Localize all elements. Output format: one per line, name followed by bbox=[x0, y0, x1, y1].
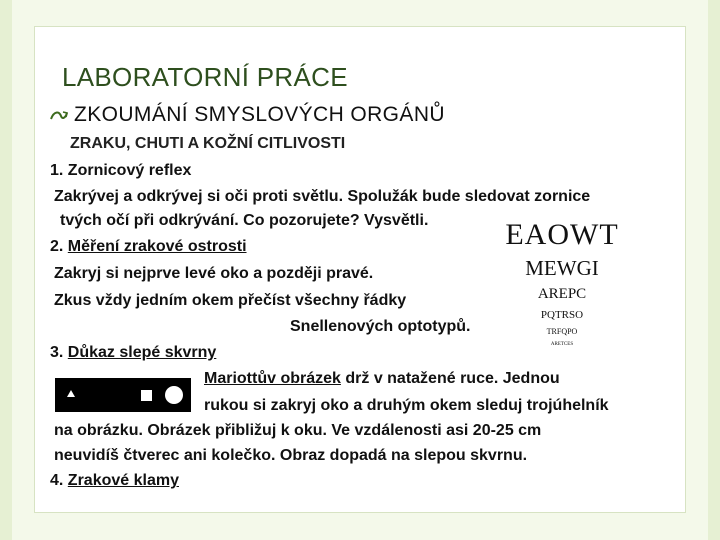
snellen-row-4: PQTRSO bbox=[540, 309, 584, 321]
section3-heading bbox=[50, 344, 216, 362]
section4-heading bbox=[50, 472, 179, 490]
section3-line4: neuvidíš čtverec ani kolečko. Obraz dopadá na slepou skvrnu. bbox=[54, 447, 528, 464]
section2-line2: Zkus vždy jedním okem přečíst všechny řádky bbox=[54, 292, 407, 309]
slide-title: LABORATORNÍ PRÁCE bbox=[62, 62, 348, 92]
blind-spot-figure bbox=[55, 378, 191, 412]
section1-line2: tvých očí při odkrývání. Co pozorujete? Vysvětli. bbox=[60, 212, 429, 229]
subtitle: ZKOUMÁNÍ SMYSLOVÝCH ORGÁNŮ bbox=[74, 103, 445, 126]
section2-link[interactable]: Měření zrakové ostrosti bbox=[67, 238, 247, 255]
snellen-row-5: TRFQPO bbox=[546, 327, 578, 336]
snellen-row-3: AREPC bbox=[537, 286, 587, 302]
section3-line1-rest: drž v natažené ruce. Jednou bbox=[340, 370, 560, 387]
square-mark bbox=[141, 390, 152, 401]
circle-mark bbox=[165, 386, 183, 404]
section3-line1 bbox=[204, 370, 560, 388]
section4-link[interactable]: Zrakové klamy bbox=[67, 472, 179, 489]
snellen-row-1: EAOWT bbox=[505, 218, 619, 251]
right-frame-bar bbox=[708, 0, 720, 540]
triangle-mark bbox=[67, 390, 75, 397]
subtitle-row bbox=[50, 100, 445, 130]
subtitle-continuation: ZRAKU, CHUTI A KOŽNÍ CITLIVOSTI bbox=[70, 135, 346, 152]
snellen-row-6: ARETCES bbox=[550, 342, 574, 347]
section2-line3: Snellenových optotypů. bbox=[290, 318, 471, 335]
snellen-chart bbox=[497, 218, 627, 356]
section4-number: 4. bbox=[50, 472, 68, 489]
section1-heading: 1. Zornicový reflex bbox=[50, 162, 192, 179]
section2-line1: Zakryj si nejprve levé oko a později pravé. bbox=[54, 265, 374, 282]
snellen-row-2: MEWGI bbox=[525, 256, 599, 280]
section2-number: 2. bbox=[50, 238, 68, 255]
mariotte-link[interactable]: Mariottův obrázek bbox=[204, 370, 341, 387]
section3-number: 3. bbox=[50, 344, 68, 361]
left-frame-bar bbox=[0, 0, 12, 540]
section1-line1: Zakrývej a odkrývej si oči proti světlu. Spolužák bude sledovat zornice bbox=[54, 188, 591, 205]
section2-heading bbox=[50, 238, 247, 256]
section3-link[interactable]: Důkaz slepé skvrny bbox=[67, 344, 217, 361]
section3-line2: rukou si zakryj oko a druhým okem sleduj trojúhelník bbox=[204, 397, 609, 414]
wave-bullet-icon bbox=[50, 107, 68, 123]
section3-line3: na obrázku. Obrázek přibližuj k oku. Ve vzdálenosti asi 20-25 cm bbox=[54, 422, 542, 439]
